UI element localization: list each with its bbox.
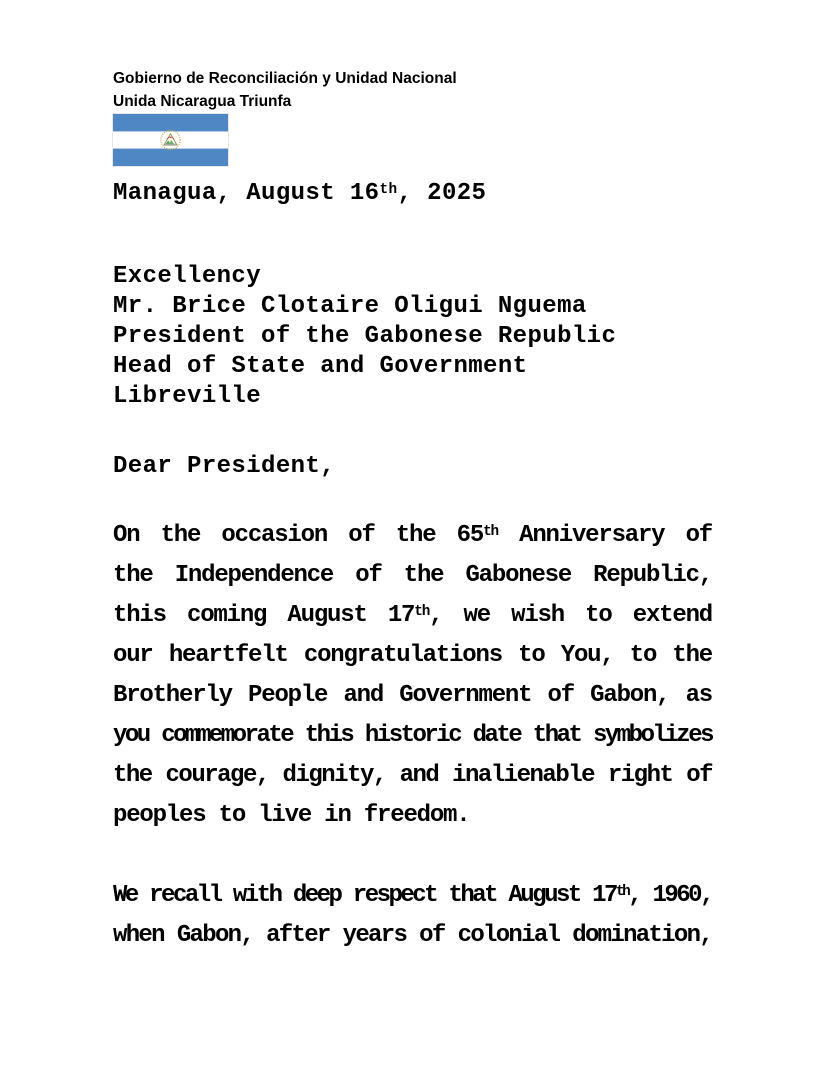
line-text: , we wish to extend	[429, 602, 712, 629]
line-text: On the occasion of the 65	[113, 522, 484, 549]
line-text: Anniversary of	[497, 522, 712, 549]
date-line	[113, 179, 712, 209]
paragraph-line	[113, 516, 712, 556]
paragraph-line: our heartfelt congratulations to You, to the	[113, 642, 712, 669]
line-text: , 1960,	[628, 882, 712, 909]
recipient-line-city: Libreville	[113, 383, 262, 410]
salutation: Dear President,	[113, 453, 336, 480]
ordinal-superscript: th	[483, 523, 498, 540]
line-text: We recall with deep respect that August 17	[113, 882, 616, 909]
line-text: this coming August 17	[113, 602, 415, 629]
recipient-line-excellency: Excellency	[113, 263, 262, 290]
paragraph-line: you commemorate this historic date that symbolizes	[113, 722, 712, 749]
letterhead	[113, 67, 712, 113]
ordinal-superscript: th	[615, 883, 629, 900]
letterhead-line-2: Unida Nicaragua Triunfa	[113, 93, 292, 110]
letterhead-line-1: Gobierno de Reconciliación y Unidad Nacional	[113, 70, 457, 87]
paragraph-2	[113, 876, 712, 956]
paragraph-1	[113, 516, 712, 836]
recipient-line-role: Head of State and Government	[113, 353, 528, 380]
date-text: Managua, August 16	[113, 180, 380, 207]
recipient-block	[113, 262, 712, 412]
date-year: , 2025	[397, 180, 487, 207]
paragraph-line: the Independence of the Gabonese Republic,	[113, 562, 712, 589]
ordinal-superscript: th	[414, 603, 430, 620]
paragraph-line	[113, 876, 712, 916]
paragraph-line: the courage, dignity, and inalienable right of	[113, 762, 712, 789]
paragraph-line: Brotherly People and Government of Gabon, as	[113, 682, 712, 709]
nicaragua-flag-icon	[113, 114, 228, 166]
recipient-line-name: Mr. Brice Clotaire Oligui Nguema	[113, 293, 587, 320]
paragraph-line	[113, 596, 712, 636]
date-ordinal-superscript: th	[379, 181, 398, 198]
recipient-line-title: President of the Gabonese Republic	[113, 323, 617, 350]
paragraph-line: when Gabon, after years of colonial domination,	[113, 922, 712, 949]
paragraph-line: peoples to live in freedom.	[113, 802, 470, 829]
